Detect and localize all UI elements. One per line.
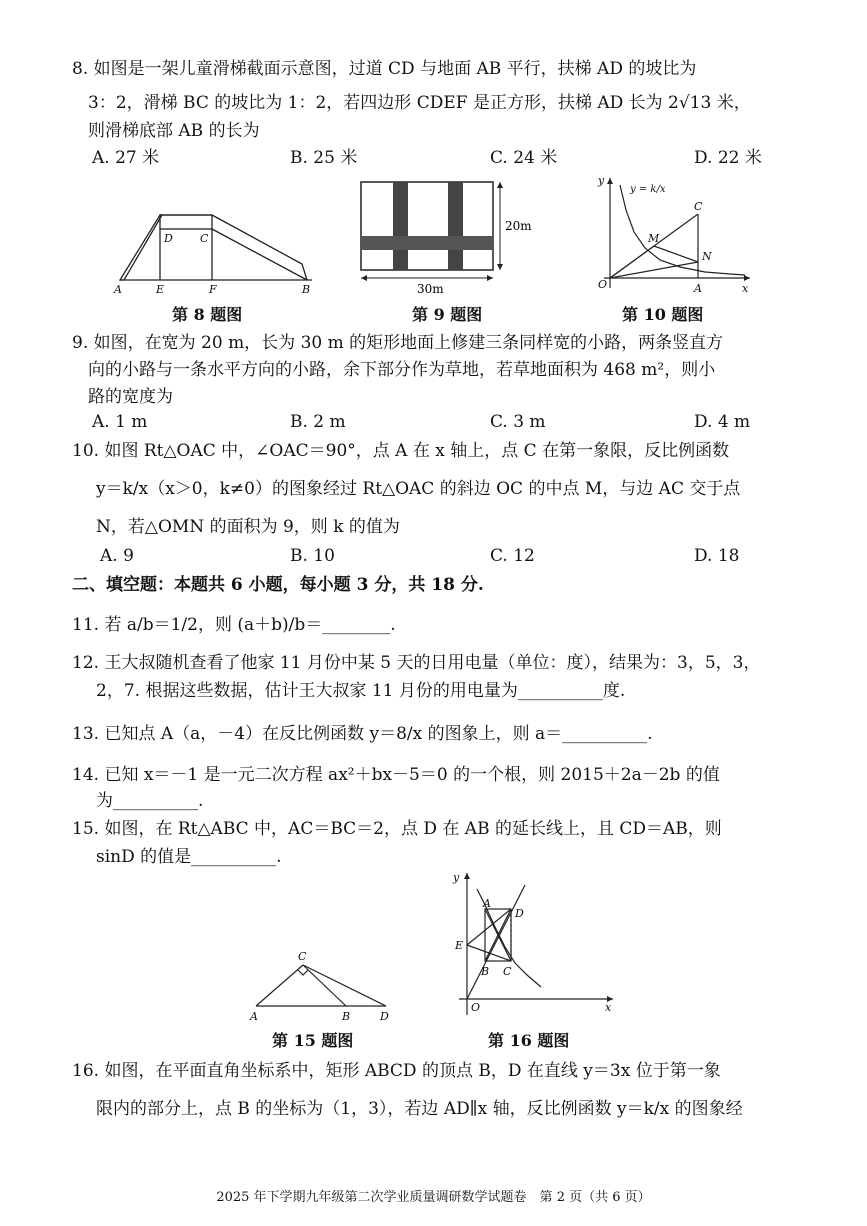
- fig10-label-n: N: [702, 250, 712, 263]
- q10-option-d: D. 18: [694, 546, 740, 566]
- fig15-label-a: A: [250, 1010, 258, 1023]
- q9-line2: 向的小路与一条水平方向的小路，余下部分作为草地，若草地面积为 468 m²，则小: [88, 360, 716, 380]
- q10-option-a: A. 9: [100, 546, 134, 566]
- q9-line3: 路的宽度为: [88, 387, 173, 407]
- q8-line3: 则滑梯底部 AB 的长为: [88, 121, 260, 141]
- fig16-label-d: D: [515, 907, 524, 920]
- fig16-caption: 第 16 题图: [488, 1031, 570, 1050]
- fig15-label-b: B: [342, 1010, 351, 1023]
- fig10-func-label: y = k/x: [630, 184, 666, 195]
- q9-option-a: A. 1 m: [92, 412, 148, 432]
- fig15-label-d: D: [380, 1010, 389, 1023]
- q11: 11. 若 a/b＝1/2，则 (a＋b)/b＝________.: [72, 615, 396, 635]
- figure-8-slide: [112, 200, 322, 300]
- q14-line1: 14. 已知 x＝－1 是一元二次方程 ax²＋bx－5＝0 的一个根，则 2015＋2a－2b 的值: [72, 765, 720, 785]
- fig16-label-x: x: [605, 1001, 612, 1014]
- q16-line2: 限内的部分上，点 B 的坐标为（1，3），若边 AD∥x 轴，反比例函数 y＝k/x 的图象经: [96, 1099, 743, 1119]
- fig8-label-b: B: [302, 283, 311, 296]
- fig16-label-c: C: [503, 965, 512, 978]
- fig8-label-e: E: [156, 283, 165, 296]
- q8-option-c: C. 24 米: [490, 148, 558, 168]
- q8-option-b: B. 25 米: [290, 148, 358, 168]
- q9-option-c: C. 3 m: [490, 412, 546, 432]
- fig8-label-c: C: [200, 232, 209, 245]
- fig8-caption: 第 8 题图: [172, 305, 243, 324]
- q15-line2: sinD 的值是__________.: [96, 847, 282, 867]
- q9-line1: 9. 如图，在宽为 20 m，长为 30 m 的矩形地面上修建三条同样宽的小路，两条竖直方: [72, 333, 724, 353]
- fig8-label-f: F: [209, 283, 217, 296]
- fig9-width-label: 30m: [417, 282, 444, 296]
- fig10-label-o: O: [598, 278, 608, 291]
- q8-line1: 8. 如图是一架儿童滑梯截面示意图，过道 CD 与地面 AB 平行，扶梯 AD 的坡比为: [72, 59, 697, 79]
- fig9-height-label: 20m: [505, 219, 532, 233]
- fig16-label-e: E: [455, 939, 464, 952]
- fig10-caption: 第 10 题图: [622, 305, 704, 324]
- q8-option-a: A. 27 米: [92, 148, 160, 168]
- q8-line2: 3：2，滑梯 BC 的坡比为 1：2，若四边形 CDEF 是正方形，扶梯 AD 长为 2√13 米，: [88, 93, 751, 113]
- figure-16-graph: [445, 865, 620, 1027]
- fig16-label-y: y: [453, 871, 460, 884]
- fig8-label-d: D: [164, 232, 173, 245]
- q13: 13. 已知点 A（a，－4）在反比例函数 y＝8/x 的图象上，则 a＝__________.: [72, 724, 653, 744]
- fig16-label-a: A: [483, 897, 491, 910]
- fig10-label-c: C: [694, 200, 703, 213]
- q10-option-c: C. 12: [490, 546, 535, 566]
- q14-line2: 为__________.: [96, 791, 204, 811]
- page-footer: 2025 年下学期九年级第二次学业质量调研数学试题卷 第 2 页（共 6 页）: [216, 1190, 651, 1205]
- section-2-heading: 二、填空题：本题共 6 小题，每小题 3 分，共 18 分.: [72, 575, 484, 595]
- q10-line2: y＝k/x（x＞0，k≠0）的图象经过 Rt△OAC 的斜边 OC 的中点 M，与边 AC 交于点: [96, 479, 741, 499]
- fig10-label-x: x: [742, 282, 749, 295]
- fig10-label-a: A: [694, 282, 702, 295]
- q10-option-b: B. 10: [290, 546, 335, 566]
- fig16-label-o: O: [471, 1001, 481, 1014]
- q10-line1: 10. 如图 Rt△OAC 中，∠OAC＝90°，点 A 在 x 轴上，点 C 在第一象限，反比例函数: [72, 441, 730, 461]
- fig16-label-b: B: [481, 965, 490, 978]
- figure-9-field: [355, 178, 545, 300]
- q16-line1: 16. 如图，在平面直角坐标系中，矩形 ABCD 的顶点 B，D 在直线 y＝3x 位于第一象: [72, 1061, 721, 1081]
- q12-line1: 12. 王大叔随机查看了他家 11 月份中某 5 天的日用电量（单位：度），结果为：3，5，3，: [72, 653, 761, 673]
- fig10-label-y: y: [598, 174, 605, 187]
- fig15-label-c: C: [298, 950, 307, 963]
- fig10-label-m: M: [648, 232, 660, 245]
- q9-option-d: D. 4 m: [694, 412, 751, 432]
- q8-option-d: D. 22 米: [694, 148, 762, 168]
- fig15-caption: 第 15 题图: [272, 1031, 354, 1050]
- q9-option-b: B. 2 m: [290, 412, 346, 432]
- q10-line3: N，若△OMN 的面积为 9，则 k 的值为: [96, 517, 400, 537]
- fig9-caption: 第 9 题图: [412, 305, 483, 324]
- figure-15-triangle: [240, 940, 400, 1025]
- figure-10-graph: [590, 170, 760, 295]
- q15-line1: 15. 如图，在 Rt△ABC 中，AC＝BC＝2，点 D 在 AB 的延长线上，且 CD＝AB，则: [72, 819, 722, 839]
- q12-line2: 2，7. 根据这些数据，估计王大叔家 11 月份的用电量为__________度.: [96, 681, 626, 701]
- fig8-label-a: A: [114, 283, 122, 296]
